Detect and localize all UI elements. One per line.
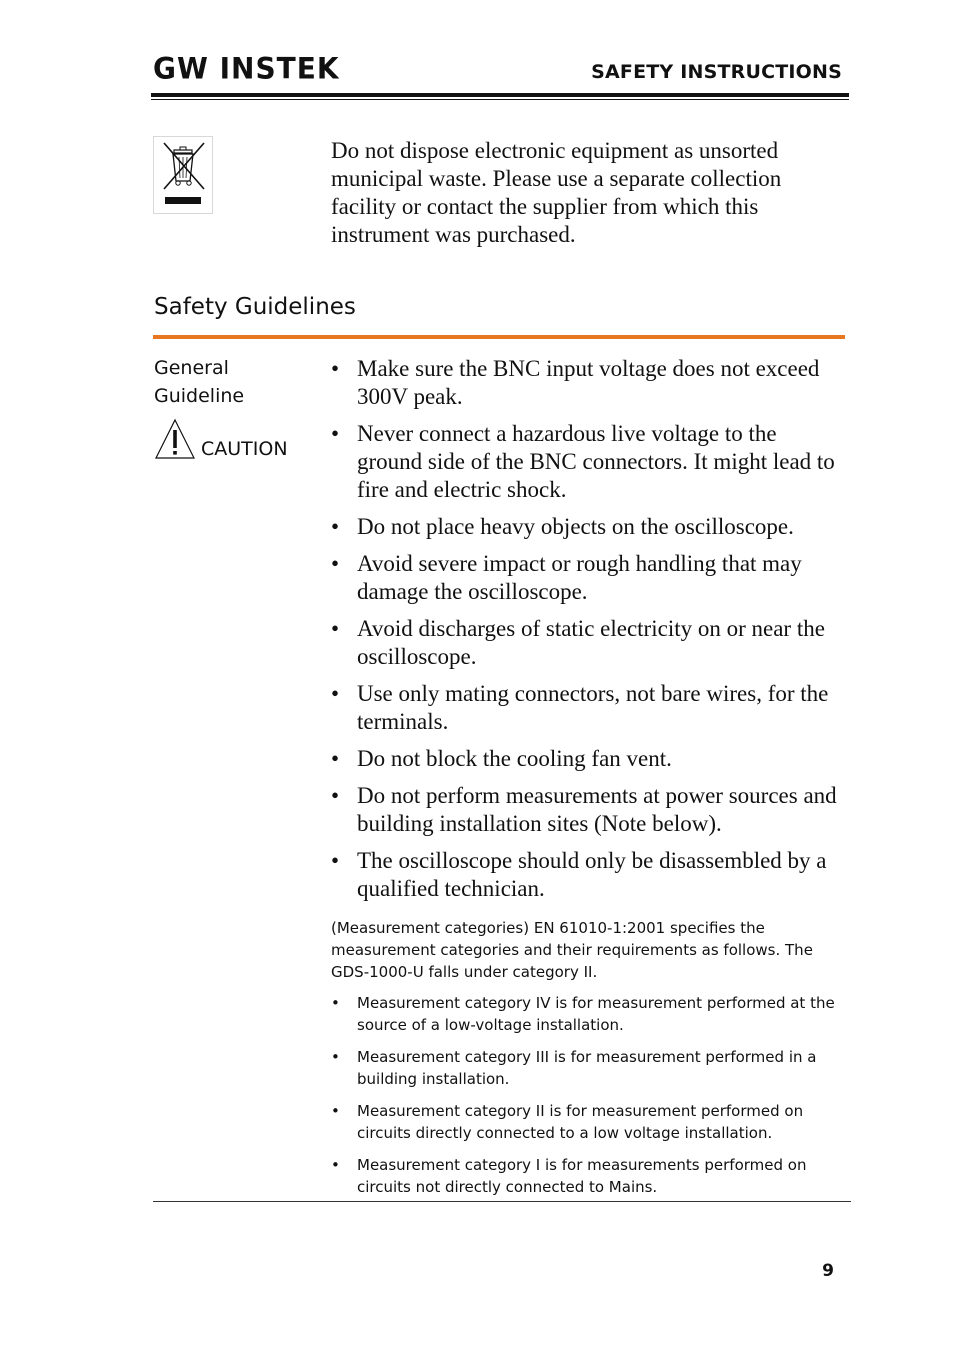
measurement-category-list (331, 992, 841, 1208)
list-item: • Measurement category I is for measurements performed on circuits not directly connected to Mains. (331, 1154, 841, 1198)
header-rule (151, 93, 849, 97)
brand-logo: GW INSTEK (153, 51, 340, 86)
guideline-list (331, 355, 846, 912)
list-item: • Measurement category II is for measurement performed on circuits directly connected to a low voltage installation. (331, 1100, 841, 1144)
list-item: • Measurement category III is for measurement performed in a building installation. (331, 1046, 841, 1090)
list-item: • Do not perform measurements at power sources and building installation sites (Note below). (331, 782, 846, 838)
list-item: • Make sure the BNC input voltage does not exceed 300V peak. (331, 355, 846, 411)
section-title: Safety Guidelines (154, 294, 356, 320)
list-item: • Use only mating connectors, not bare wires, for the terminals. (331, 680, 846, 736)
list-item: • Avoid severe impact or rough handling that may damage the oscilloscope. (331, 550, 846, 606)
header-rule-thin (151, 99, 849, 100)
list-item: • Measurement category IV is for measurement performed at the source of a low-voltage installation. (331, 992, 841, 1036)
list-item: • Avoid discharges of static electricity on or near the oscilloscope. (331, 615, 846, 671)
weee-crossed-bin-icon (153, 136, 213, 214)
list-item: • Do not block the cooling fan vent. (331, 745, 846, 773)
caution-label: CAUTION (201, 438, 288, 460)
list-item: • Do not place heavy objects on the oscilloscope. (331, 513, 846, 541)
section-rule (153, 335, 845, 339)
guideline-label: General Guideline (154, 357, 245, 407)
measurement-category-note: (Measurement categories) EN 61010-1:2001 specifies the measurement categories and their requirements as follows. The GDS-1000-U falls under category II. (331, 919, 813, 981)
header-title: SAFETY INSTRUCTIONS (591, 61, 842, 83)
warning-triangle-icon (154, 418, 196, 460)
list-item: • Never connect a hazardous live voltage to the ground side of the BNC connectors. It might lead to fire and electric shock. (331, 420, 846, 504)
page-number: 9 (822, 1261, 834, 1281)
table-bottom-rule (153, 1201, 851, 1202)
disposal-notice: Do not dispose electronic equipment as unsorted municipal waste. Please use a separate collection facility or contact the supplier from which this instrument was purchased. (331, 138, 782, 247)
list-item: • The oscilloscope should only be disassembled by a qualified technician. (331, 847, 846, 903)
